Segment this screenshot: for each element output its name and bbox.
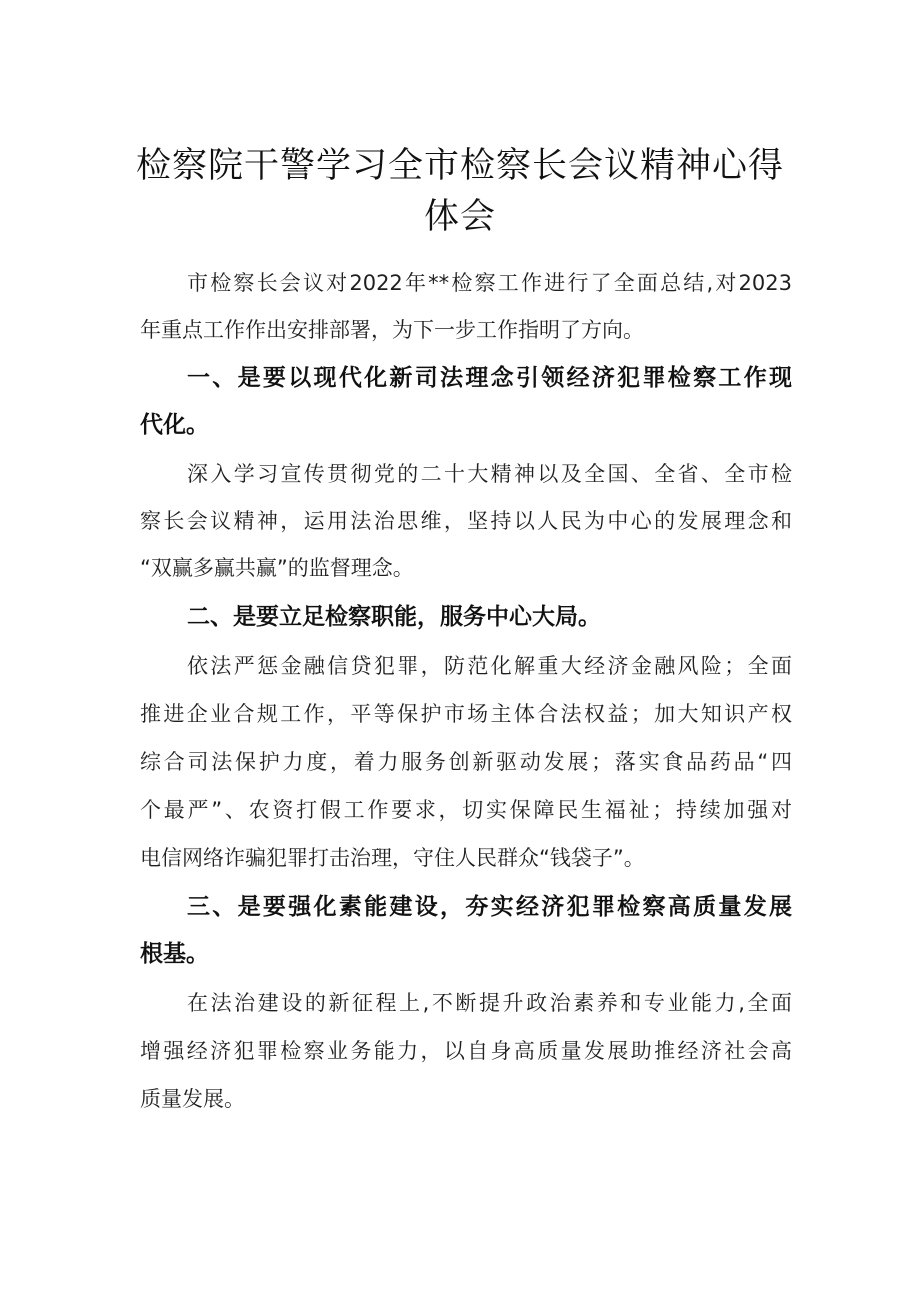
section-2-paragraph-line: 推进企业合规工作，平等保护市场主体合法权益；加大知识产权 — [140, 702, 792, 726]
intro-line: 年重点工作作出安排部署，为下一步工作指明了方向。 — [140, 318, 644, 342]
section-heading-3: 三、是要强化素能建设，夯实经济犯罪检察高质量发展 — [187, 894, 792, 920]
intro-line: 市检察长会议对2022年**检察工作进行了全面总结,对2023 — [187, 271, 792, 295]
section-2-paragraph-line: 综合司法保护力度，着力服务创新驱动发展；落实食品药品“四 — [140, 750, 792, 774]
section-3-paragraph-line: 质量发展。 — [140, 1087, 245, 1111]
section-heading-2: 二、是要立足检察职能，服务中心大局。 — [187, 604, 601, 630]
document-title-line-1: 检察院干警学习全市检察长会议精神心得 — [135, 146, 784, 186]
section-2-paragraph-line: 电信网络诈骗犯罪打击治理，守住人民群众“钱袋子”。 — [140, 846, 645, 870]
section-1-paragraph-line: 深入学习宣传贯彻党的二十大精神以及全国、全省、全市检 — [187, 462, 792, 486]
section-3-paragraph-line: 增强经济犯罪检察业务能力，以自身高质量发展助推经济社会高 — [140, 1039, 792, 1063]
section-1-paragraph-line: 察长会议精神，运用法治思维，坚持以人民为中心的发展理念和 — [140, 509, 792, 533]
section-2-paragraph-line: 个最严”、农资打假工作要求，切实保障民生福祉；持续加强对 — [140, 798, 792, 822]
section-heading-3: 根基。 — [140, 941, 209, 967]
section-2-paragraph-line: 依法严惩金融信贷犯罪，防范化解重大经济金融风险；全面 — [187, 654, 792, 678]
section-heading-1: 代化。 — [140, 412, 209, 438]
document-title-line-2: 体会 — [423, 197, 496, 237]
section-1-paragraph-line: “双赢多赢共赢”的监督理念。 — [140, 556, 414, 580]
section-heading-1: 一、是要以现代化新司法理念引领经济犯罪检察工作现 — [187, 365, 792, 391]
section-3-paragraph-line: 在法治建设的新征程上,不断提升政治素养和专业能力,全面 — [187, 991, 792, 1015]
